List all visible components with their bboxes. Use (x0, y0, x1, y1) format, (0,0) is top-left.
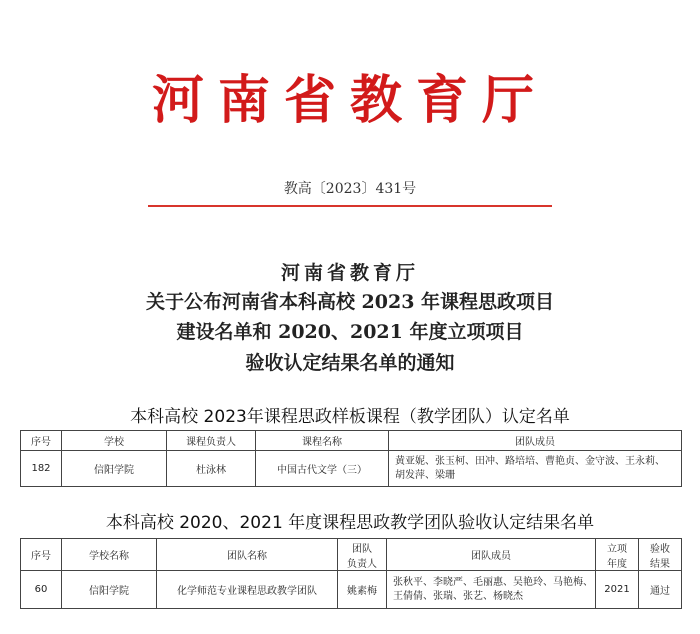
result-header-line-2: 结果 (650, 558, 670, 570)
table-header-row (21, 539, 682, 571)
cell-members (389, 451, 682, 487)
col-header-no: 序号 (21, 431, 62, 451)
col-header-team: 团队名称 (157, 539, 338, 571)
document-number: 教高〔2023〕431号 (283, 181, 417, 197)
cell-no: 60 (21, 571, 62, 609)
members-line-1: 黄亚妮、张玉柯、田冲、路培培、曹艳贞、金守波、王永莉、 (395, 455, 665, 467)
col-header-school: 学校名称 (62, 539, 157, 571)
cell-members (387, 571, 596, 609)
cell-leader: 姚素梅 (338, 571, 387, 609)
cell-school: 信阳学院 (62, 571, 157, 609)
members-line-2: 王倩倩、张瑞、张艺、杨晓杰 (393, 590, 523, 602)
letterhead-title: 河南省教育厅 (151, 70, 548, 131)
col-header-course: 课程名称 (256, 431, 389, 451)
cell-team: 化学师范专业课程思政教学团队 (157, 571, 338, 609)
col-header-school: 学校 (62, 431, 167, 451)
col-header-members: 团队成员 (389, 431, 682, 451)
notice-title-line-3: 验收认定结果名单的通知 (245, 352, 455, 374)
notice-title-line-1: 关于公布河南省本科高校 2023 年课程思政项目 (145, 291, 555, 313)
cell-course: 中国古代文学（三） (256, 451, 389, 487)
red-divider (148, 205, 552, 207)
members-line-1: 张秋平、李晓严、毛丽惠、吴艳玲、马艳梅、 (393, 576, 593, 588)
cell-leader: 杜泳林 (167, 451, 256, 487)
cell-year: 2021 (596, 571, 639, 609)
notice-issuer: 河南省教育厅 (280, 262, 419, 284)
cell-no: 182 (21, 451, 62, 487)
model-course-table (20, 430, 682, 487)
members-line-2: 胡发萍、梁珊 (395, 469, 455, 481)
section-2-title: 本科高校 2020、2021 年度课程思政教学团队验收认定结果名单 (105, 513, 595, 533)
cell-school: 信阳学院 (62, 451, 167, 487)
leader-header-line-1: 团队 (352, 543, 372, 555)
teaching-team-table (20, 538, 682, 609)
section-1-title: 本科高校 2023年课程思政样板课程（教学团队）认定名单 (130, 407, 570, 427)
leader-header-line-2: 负责人 (347, 558, 377, 570)
table-row (21, 451, 682, 487)
cell-result: 通过 (639, 571, 682, 609)
table-header-row (21, 431, 682, 451)
col-header-result (639, 539, 682, 571)
year-header-line-1: 立项 (607, 543, 627, 555)
result-header-line-1: 验收 (650, 543, 670, 555)
notice-title-line-2: 建设名单和 2020、2021 年度立项项目 (176, 321, 524, 343)
table-row (21, 571, 682, 609)
year-header-line-2: 年度 (607, 558, 627, 570)
col-header-members: 团队成员 (387, 539, 596, 571)
col-header-no: 序号 (21, 539, 62, 571)
col-header-leader (338, 539, 387, 571)
col-header-leader: 课程负责人 (167, 431, 256, 451)
col-header-year (596, 539, 639, 571)
